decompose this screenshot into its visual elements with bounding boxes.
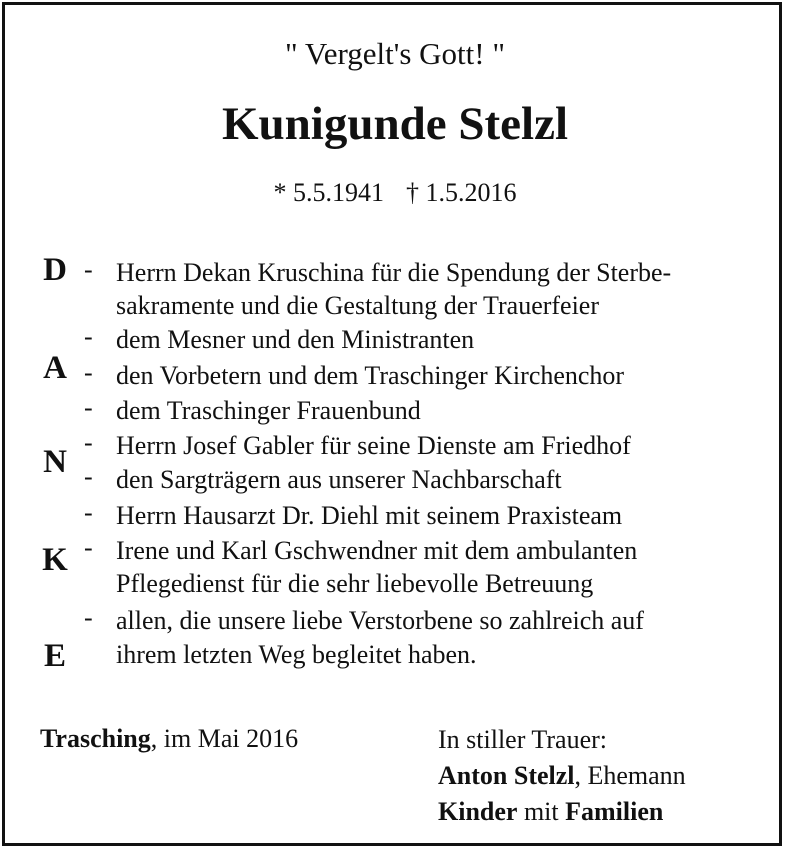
list-item-line: Pflegedienst für die sehr liebevolle Betreuung <box>116 569 594 598</box>
families-label: Familien <box>565 797 664 826</box>
birth-date: * 5.5.1941 <box>273 178 384 207</box>
list-dash: - <box>84 603 93 632</box>
list-item-line: Herrn Dekan Kruschina für die Spendung der Sterbe- <box>116 258 672 287</box>
deceased-name: Kunigunde Stelzl <box>221 98 569 150</box>
list-item-line: Irene und Karl Gschwendner mit dem ambulanten <box>116 536 638 565</box>
mourner-name: Anton Stelzl <box>438 761 575 790</box>
list-item-line: dem Mesner und den Ministranten <box>116 325 475 354</box>
danke-letter-e: E <box>43 638 66 674</box>
death-date: † 1.5.2016 <box>406 178 517 207</box>
place-name: Trasching <box>40 724 151 753</box>
list-item-line: ihrem letzten Weg begleitet haben. <box>116 640 477 669</box>
list-item-line: Herrn Josef Gabler für seine Dienste am Friedhof <box>116 431 631 460</box>
list-item-line: Herrn Hausarzt Dr. Diehl mit seinem Praxisteam <box>116 501 623 530</box>
list-dash: - <box>84 428 93 457</box>
list-item-line: den Sargträgern aus unserer Nachbarschaft <box>116 465 562 494</box>
place-date-suffix: , im Mai 2016 <box>150 724 299 753</box>
life-dates <box>0 176 790 210</box>
danke-letter-d: D <box>43 252 67 288</box>
list-item-line: dem Traschinger Frauenbund <box>116 396 421 425</box>
list-item-line: sakramente und die Gestaltung der Trauerfeier <box>116 291 600 320</box>
place-date <box>40 722 298 756</box>
mourner-line <box>438 758 686 794</box>
list-dash: - <box>84 533 93 562</box>
mourners-block <box>438 722 686 830</box>
list-dash: - <box>84 462 93 491</box>
danke-letter-k: K <box>42 542 68 578</box>
list-dash: - <box>84 322 93 351</box>
mourner-role: , Ehemann <box>574 761 686 790</box>
children-with: mit <box>517 797 566 826</box>
list-dash: - <box>84 358 93 387</box>
list-dash: - <box>84 393 93 422</box>
greeting-heading: " Vergelt's Gott! " <box>284 36 506 71</box>
danke-letter-n: N <box>43 444 67 480</box>
danke-letter-a: A <box>43 350 67 386</box>
family-line <box>438 794 686 830</box>
mourning-label: In stiller Trauer: <box>438 725 607 754</box>
list-item-line: allen, die unsere liebe Verstorbene so zahlreich auf <box>116 606 644 635</box>
list-item-line: den Vorbetern und dem Traschinger Kirchenchor <box>116 361 625 390</box>
list-dash: - <box>84 255 93 284</box>
list-dash: - <box>84 498 93 527</box>
children-label: Kinder <box>438 797 518 826</box>
